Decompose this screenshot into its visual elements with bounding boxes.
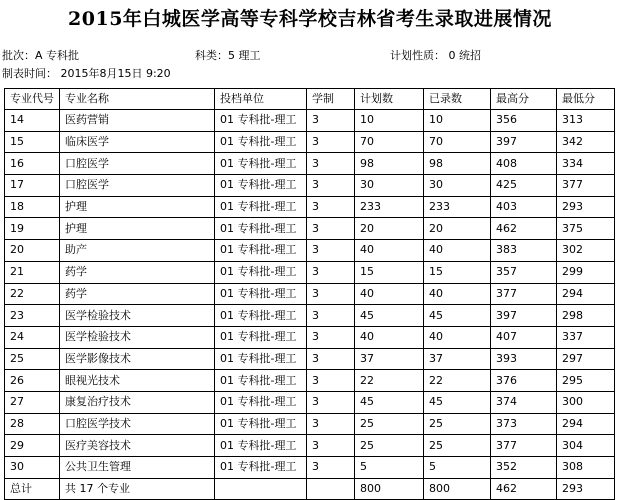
cell-code: 24 [5,326,60,348]
cell-max: 425 [491,175,557,197]
cell-code: 27 [5,391,60,413]
cell-admitted: 25 [424,413,491,435]
table-row [5,370,615,392]
cell-min: 297 [557,348,615,370]
cell-min: 302 [557,240,615,262]
cell-max: 352 [491,457,557,479]
table-row [5,283,615,305]
cell-years: 3 [307,413,355,435]
col-header-min: 最低分 [557,89,615,110]
cell-years: 3 [307,305,355,327]
cell-code: 26 [5,370,60,392]
cell-plan: 5 [355,457,424,479]
cell-unit: 01 专科批-理工 [215,305,307,327]
cell-plan: 45 [355,391,424,413]
cell-years: 3 [307,196,355,218]
cell-max: 408 [491,153,557,175]
cell-plan: 15 [355,261,424,283]
cell-max: 373 [491,413,557,435]
cell-admitted: 45 [424,305,491,327]
table-row [5,131,615,153]
table-row [5,218,615,240]
cell-years: 3 [307,240,355,262]
cell-plan: 45 [355,305,424,327]
cell-unit: 01 专科批-理工 [215,131,307,153]
table-row [5,413,615,435]
cell-major: 口腔医学 [60,153,215,175]
cell-years: 3 [307,457,355,479]
cell-min: 300 [557,391,615,413]
cell-code: 23 [5,305,60,327]
cell-code: 19 [5,218,60,240]
cell-admitted: 30 [424,175,491,197]
cell-min: 299 [557,261,615,283]
cell-min: 375 [557,218,615,240]
cell-unit: 01 专科批-理工 [215,283,307,305]
cell-min: 294 [557,283,615,305]
cell-min: 304 [557,435,615,457]
made-time-info: 制表时间： 2015年8月15日 9:20 [2,67,171,80]
cell-max: 377 [491,435,557,457]
cell-admitted: 98 [424,153,491,175]
cell-plan: 98 [355,153,424,175]
cell-plan: 37 [355,348,424,370]
cell-admitted: 25 [424,435,491,457]
cell-years: 3 [307,131,355,153]
cell-years: 3 [307,218,355,240]
cell-code: 25 [5,348,60,370]
cell-admitted: 40 [424,240,491,262]
cell-code: 29 [5,435,60,457]
cell-years: 3 [307,175,355,197]
cell-major: 临床医学 [60,131,215,153]
cell-code: 18 [5,196,60,218]
cell-min: 308 [557,457,615,479]
cell-major: 医学影像技术 [60,348,215,370]
cell-major: 助产 [60,240,215,262]
batch-info: 批次：A 专科批 [2,49,80,62]
cell-unit: 01 专科批-理工 [215,348,307,370]
cell-major: 口腔医学技术 [60,413,215,435]
table-row [5,240,615,262]
cell-max: 377 [491,283,557,305]
cell-major: 口腔医学 [60,175,215,197]
table-row [5,153,615,175]
cell-code: 28 [5,413,60,435]
cell-max: 374 [491,391,557,413]
cell-years: 3 [307,153,355,175]
table-row [5,175,615,197]
cell-unit: 01 专科批-理工 [215,240,307,262]
table-row [5,435,615,457]
cell-unit: 01 专科批-理工 [215,435,307,457]
cell-admitted: 10 [424,110,491,132]
cell-admitted: 40 [424,283,491,305]
table-row [5,305,615,327]
table-row [5,196,615,218]
col-header-major: 专业名称 [60,89,215,110]
cell-plan: 40 [355,240,424,262]
cell-min: 295 [557,370,615,392]
footer-admitted-total: 800 [424,478,491,500]
cell-unit: 01 专科批-理工 [215,196,307,218]
cell-code: 16 [5,153,60,175]
col-header-years: 学制 [307,89,355,110]
cell-plan: 70 [355,131,424,153]
cell-max: 393 [491,348,557,370]
cell-max: 376 [491,370,557,392]
table-row [5,457,615,479]
cell-admitted: 70 [424,131,491,153]
footer-plan-total: 800 [355,478,424,500]
footer-count: 共 17 个专业 [60,478,215,500]
cell-plan: 22 [355,370,424,392]
table-row [5,391,615,413]
cell-plan: 233 [355,196,424,218]
footer-max-score: 462 [491,478,557,500]
cell-major: 医药营销 [60,110,215,132]
col-header-plan: 计划数 [355,89,424,110]
cell-major: 眼视光技术 [60,370,215,392]
cell-years: 3 [307,391,355,413]
cell-admitted: 5 [424,457,491,479]
cell-min: 298 [557,305,615,327]
cell-min: 313 [557,110,615,132]
cell-plan: 40 [355,326,424,348]
cell-years: 3 [307,261,355,283]
cell-max: 403 [491,196,557,218]
cell-major: 医学检验技术 [60,305,215,327]
cell-plan: 30 [355,175,424,197]
col-header-admitted: 已录数 [424,89,491,110]
cell-years: 3 [307,370,355,392]
cell-major: 护理 [60,218,215,240]
cell-plan: 20 [355,218,424,240]
cell-years: 3 [307,283,355,305]
page-title: 2015年白城医学高等专科学校吉林省考生录取进展情况 [68,8,552,30]
cell-min: 334 [557,153,615,175]
cell-min: 377 [557,175,615,197]
footer-min-score: 293 [557,478,615,500]
cell-max: 397 [491,131,557,153]
cell-unit: 01 专科批-理工 [215,413,307,435]
cell-code: 17 [5,175,60,197]
footer-label: 总计 [5,478,60,500]
cell-max: 462 [491,218,557,240]
cell-unit: 01 专科批-理工 [215,261,307,283]
cell-plan: 25 [355,435,424,457]
col-header-max: 最高分 [491,89,557,110]
cell-code: 20 [5,240,60,262]
admission-table [4,88,615,500]
cell-admitted: 20 [424,218,491,240]
cell-code: 22 [5,283,60,305]
cell-min: 342 [557,131,615,153]
cell-admitted: 40 [424,326,491,348]
cell-code: 30 [5,457,60,479]
cell-major: 药学 [60,283,215,305]
col-header-code: 专业代号 [5,89,60,110]
cell-admitted: 233 [424,196,491,218]
cell-max: 397 [491,305,557,327]
cell-max: 356 [491,110,557,132]
cell-unit: 01 专科批-理工 [215,326,307,348]
cell-min: 337 [557,326,615,348]
cell-major: 康复治疗技术 [60,391,215,413]
cell-unit: 01 专科批-理工 [215,153,307,175]
cell-unit: 01 专科批-理工 [215,175,307,197]
cell-years: 3 [307,435,355,457]
table-footer-row [5,478,615,500]
cell-years: 3 [307,348,355,370]
cell-admitted: 37 [424,348,491,370]
cell-plan: 40 [355,283,424,305]
cell-unit: 01 专科批-理工 [215,457,307,479]
cell-major: 护理 [60,196,215,218]
cell-max: 357 [491,261,557,283]
footer-empty-cell [307,478,355,500]
cell-max: 407 [491,326,557,348]
cell-admitted: 45 [424,391,491,413]
footer-empty-cell [215,478,307,500]
cell-admitted: 22 [424,370,491,392]
cell-unit: 01 专科批-理工 [215,218,307,240]
cell-code: 15 [5,131,60,153]
table-row [5,261,615,283]
cell-unit: 01 专科批-理工 [215,370,307,392]
cell-unit: 01 专科批-理工 [215,110,307,132]
category-info: 科类：5 理工 [195,49,261,62]
cell-plan: 25 [355,413,424,435]
cell-min: 294 [557,413,615,435]
cell-code: 21 [5,261,60,283]
col-header-unit: 投档单位 [215,89,307,110]
cell-code: 14 [5,110,60,132]
cell-admitted: 15 [424,261,491,283]
cell-major: 药学 [60,261,215,283]
cell-major: 公共卫生管理 [60,457,215,479]
cell-years: 3 [307,110,355,132]
cell-max: 383 [491,240,557,262]
cell-years: 3 [307,326,355,348]
table-row [5,348,615,370]
cell-min: 293 [557,196,615,218]
table-row [5,110,615,132]
plan-type-info: 计划性质： 0 统招 [390,49,481,62]
cell-unit: 01 专科批-理工 [215,391,307,413]
table-row [5,326,615,348]
cell-major: 医学检验技术 [60,326,215,348]
cell-major: 医疗美容技术 [60,435,215,457]
cell-plan: 10 [355,110,424,132]
table-header-row [5,89,615,110]
